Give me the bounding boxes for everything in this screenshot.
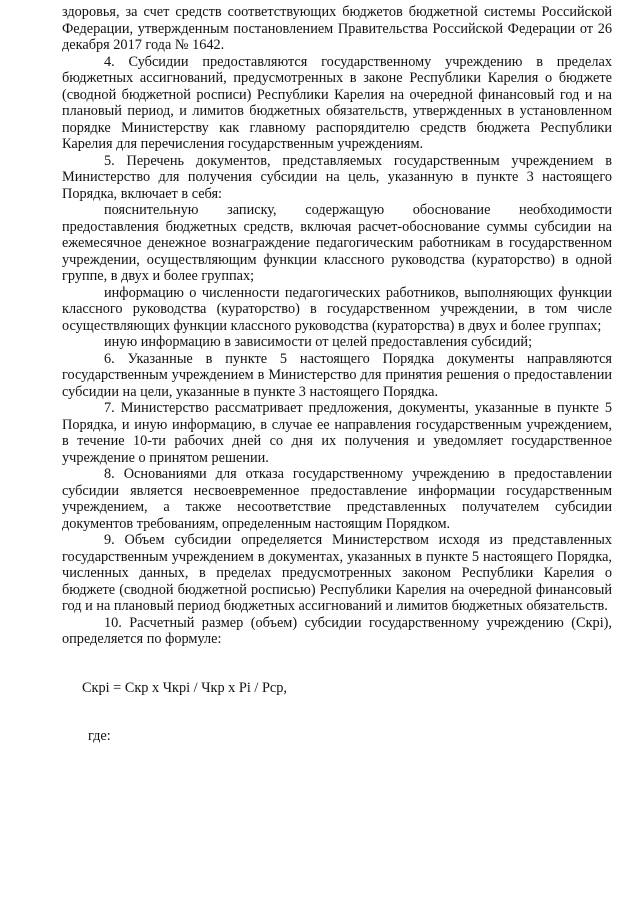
paragraph-item-5: 5. Перечень документов, представляемых государственным учреждением в Министерство для получения субсидии на цель, указанную в пункте 3 настоящего Порядка, включает в себя:	[62, 152, 612, 202]
subsidy-formula: Скрi = Скр х Чкрi / Чкр х Рi / Рср,	[82, 679, 287, 696]
paragraph-item-5-staff-info: информацию о численности педагогических работников, выполняющих функции классного руководства (кураторство) в государственном учреждении, в том числе осуществляющих функции классного руководства (кураторства) в двух и более группах;	[62, 284, 612, 334]
paragraph-continuation: здоровья, за счет средств соответствующих бюджетов бюджетной системы Российской Федерации, утвержденным постановлением Правительства Российской Федерации от 26 декабря 2017 года № 1642.	[62, 4, 612, 53]
document-page	[62, 4, 612, 745]
paragraph-item-10: 10. Расчетный размер (объем) субсидии государственному учреждению (Скрi), определяется по формуле:	[62, 614, 612, 647]
paragraph-item-5-explanatory-note: пояснительную записку, содержащую обоснование необходимости предоставления бюджетных средств, включая расчет-обоснование суммы субсидии на ежемесячное денежное вознаграждение педагогическим работникам в государственном учреждении, осуществляющим функции классного руководства (кураторство) в одной группе, в двух и более группах;	[62, 202, 612, 284]
paragraph-item-6: 6. Указанные в пункте 5 настоящего Порядка документы направляются государственным учреждением в Министерство для принятия решения о предоставлении субсидии на цели, указанные в пункте 3 настоящего Порядка.	[62, 350, 612, 400]
paragraph-item-9: 9. Объем субсидии определяется Министерством исходя из представленных государственным учреждением в документах, указанных в пункте 5 настоящего Порядка, численных данных, в пределах предусмотренных законом Республики Карелия о бюджете (сводной бюджетной росписью) Республики Карелия на очередной финансовый год и на плановый период бюджетных ассигнований и лимитов бюджетных обязательств.	[62, 532, 612, 614]
paragraph-item-4: 4. Субсидии предоставляются государственному учреждению в пределах бюджетных ассигнований, предусмотренных в законе Республики Карелия о бюджете (сводной бюджетной росписи) Республики Карелия на очередной финансовый год и на плановый период, и лимитов бюджетных обязательств, утвержденных в установленном порядке Министерству как главному распорядителю средств бюджета Республики Карелия для перечисления государственным учреждениям.	[62, 53, 612, 152]
formula-where-label: где:	[88, 728, 111, 744]
paragraph-item-7: 7. Министерство рассматривает предложения, документы, указанные в пункте 5 Порядка, и иную информацию, в случае ее направления государственным учреждением, в течение 10-ти рабочих дней со дня их получения и уведомляет государственное учреждение о принятом решении.	[62, 400, 612, 466]
paragraph-item-5-other-info: иную информацию в зависимости от целей предоставления субсидий;	[104, 334, 533, 350]
paragraph-item-8: 8. Основаниями для отказа государственному учреждению в предоставлении субсидии является несвоевременное предоставление информации государственным учреждением, а также несоответствие представленных получателем субсидии документов требованиям, определенным настоящим Порядком.	[62, 466, 612, 532]
